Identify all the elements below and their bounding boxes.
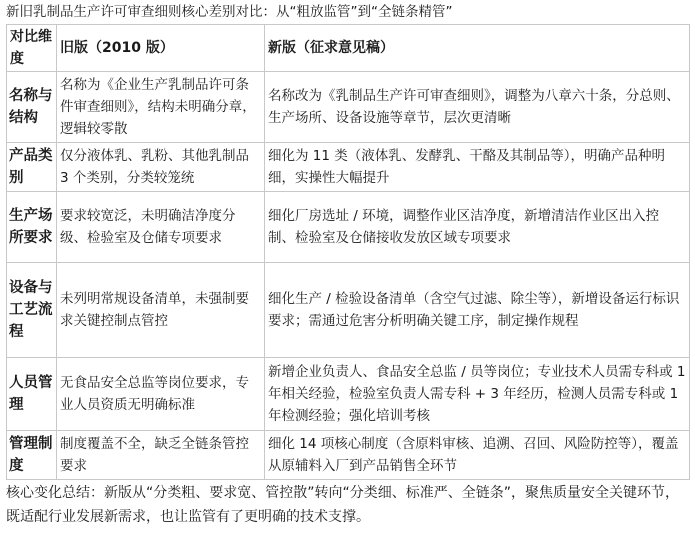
row-new: 细化 14 项核心制度（含原料审核、追溯、召回、风险防控等），覆盖从原辅料入厂到产品销售全环节 bbox=[265, 431, 690, 480]
table-row bbox=[7, 431, 690, 480]
row-new: 细化生产 / 检验设备清单（含空气过滤、除尘等），新增设备运行标识要求；需通过危害分析明确关键工序，制定操作规程 bbox=[265, 263, 690, 358]
row-old: 无食品安全总监等岗位要求，专业人员资质无明确标准 bbox=[57, 358, 265, 431]
table-row bbox=[7, 143, 690, 192]
header-dimension: 对比维度 bbox=[7, 25, 57, 72]
row-dimension: 生产场所要求 bbox=[7, 192, 57, 263]
document-title: 新旧乳制品生产许可审查细则核心差别对比：从“粗放监管”到“全链条精管” bbox=[6, 4, 453, 20]
row-old: 制度覆盖不全，缺乏全链条管控要求 bbox=[57, 431, 265, 480]
row-new: 名称改为《乳制品生产许可审查细则》，调整为八章六十条，分总则、生产场所、设备设施等章节，层次更清晰 bbox=[265, 72, 690, 143]
table-row bbox=[7, 72, 690, 143]
table-header-row bbox=[7, 25, 690, 72]
row-dimension: 人员管理 bbox=[7, 358, 57, 431]
row-old: 名称为《企业生产乳制品许可条件审查细则》，结构未明确分章，逻辑较零散 bbox=[57, 72, 265, 143]
table-row bbox=[7, 358, 690, 431]
header-old-version: 旧版（2010 版） bbox=[57, 25, 265, 72]
row-new: 细化厂房选址 / 环境，调整作业区洁净度，新增清洁作业区出入控制、检验室及仓储接收发放区域专项要求 bbox=[265, 192, 690, 263]
comparison-table bbox=[6, 24, 690, 480]
summary-paragraph: 核心变化总结：新版从“分类粗、要求宽、管控散”转向“分类细、标准严、全链条”，聚焦质量安全关键环节，既适配行业发展新需求，也让监管有了更明确的技术支撑。 bbox=[6, 485, 680, 525]
row-new: 细化为 11 类（液体乳、发酵乳、干酪及其制品等），明确产品种明细，实操性大幅提升 bbox=[265, 143, 690, 192]
table-row bbox=[7, 192, 690, 263]
table-row bbox=[7, 263, 690, 358]
row-dimension: 管理制度 bbox=[7, 431, 57, 480]
row-dimension: 设备与工艺流程 bbox=[7, 263, 57, 358]
row-old: 仅分液体乳、乳粉、其他乳制品 3 个类别，分类较笼统 bbox=[57, 143, 265, 192]
row-dimension: 产品类别 bbox=[7, 143, 57, 192]
header-new-version: 新版（征求意见稿） bbox=[265, 25, 690, 72]
row-dimension: 名称与结构 bbox=[7, 72, 57, 143]
row-old: 要求较宽泛，未明确洁净度分级、检验室及仓储专项要求 bbox=[57, 192, 265, 263]
row-new: 新增企业负责人、食品安全总监 / 员等岗位；专业技术人员需专科或 1 年相关经验，检验室负责人需专科 + 3 年经历，检测人员需专科或 1 年检测经验；强化培训考核 bbox=[265, 358, 690, 431]
row-old: 未列明常规设备清单，未强制要求关键控制点管控 bbox=[57, 263, 265, 358]
